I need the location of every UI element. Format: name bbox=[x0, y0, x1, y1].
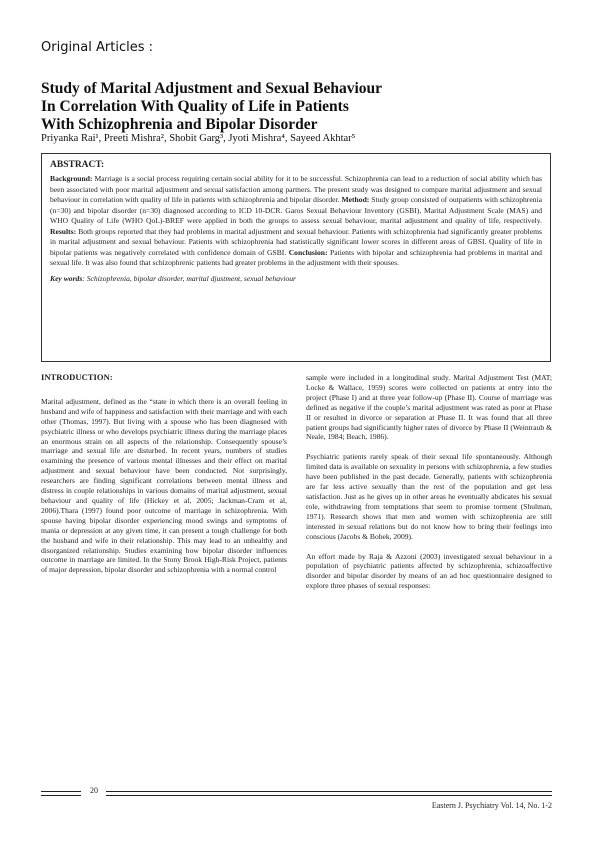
author-list: Priyanka Rai¹, Preeti Mishra², Shobit Garg³, Jyoti Mishra⁴, Sayeed Akhtar⁵ bbox=[41, 133, 356, 144]
abstract-heading: ABSTRACT: bbox=[50, 160, 105, 170]
keywords bbox=[50, 274, 542, 284]
keywords-label: Key words bbox=[50, 273, 83, 283]
right-column bbox=[306, 373, 552, 601]
body-paragraph: Marital adjustment, defined as the “state in which there is an overall feeling in husband and wife of happiness and satisfaction with their marriage and with each other (Thomas, 1997). But living with a spouse who has been diagnosed with psychiatric illness or who develops psychiatric illness during the marriage places an enormous strain on all aspects of the relationship. Consequently spouse’s marriage and sexual life are disturbed. In recent years, numbers of studies examining the presence of various mental illnesses and their effect on marital adjustment and sexual behaviour have been conducted. Not surprisingly, researchers are finding significant correlations between mental illness and distress in couple relationships in various domains of marital adjustment, sexual behaviour and quality of life (Hickey et al, 2005; Jackman-Cram et al, 2006).Thara (1997) found poor outcome of marriage in schizophrenia. With spouse having bipolar disorder experiencing mood swings and symptoms of mania or depression at any given time, it can present a tough challenge for both the husband and wife in their relationship. This may lead to an unhealthy and disorganized relationship. Studies examining how bipolar disorder influences outcome in marriage are limited. In the Stony Brook High-Risk Project, patients of major depression, bipolar disorder and schizophrenia with a normal control bbox=[41, 396, 287, 575]
abstract-text bbox=[50, 174, 542, 269]
abstract-box bbox=[41, 153, 551, 362]
body-paragraph: Psychiatric patients rarely speak of their sexual life spontaneously. Although limited data is available on sexuality in persons with schizophrenia, a few studies have been published in the past decade. Generally, patients with schizophrenia are far less active sexually than the rest of the population and get less satisfaction. Just as he gives up in other areas he eventually abdicates his sexual role, withdrawing from temptations that seem to promise torment (Shulman, 1971). Research shows that men and women with schizophrenia are still interested in sexual relations but do not know how to bring their feelings into conscious (Jacobs & Bobek, 2009). bbox=[306, 452, 552, 541]
background-label: Background: bbox=[50, 174, 93, 183]
body-paragraph: An effort made by Raja & Azzoni (2003) investigated sexual behaviour in a population of psychiatric patients affected by schizophrenia, schizoaffective disorder and bipolar disorder by means of an ad hoc questionnaire designed to explore three phases of sexual responses: bbox=[306, 551, 552, 591]
background-text: Marriage is a social process requiring certain social ability for it to be successful. Schizophrenia can lead to a reduction of social ability which has been associated with poor marital adjustment and sexual satisfaction among partners. The present study was designed to compare marital adjustment and sexual behaviour in correlation with quality of life in patients with schizophrenia and bipolar disorder. bbox=[50, 174, 543, 204]
page-number: 20 bbox=[90, 786, 98, 795]
footer-rule bbox=[106, 791, 552, 792]
body-paragraph: sample were included in a longitudinal study. Marital Adjustment Test (MAT; Locke & Wallace, 1959) scores were collected on patients at entry into the project (Phase I) and at three year follow-up (Phase II). Course of marriage was defined as negative if the couple’s marital adjustment was rated as poor at Phase II or resulted in divorce or separation at Phase II. It was found that all three patient groups had significantly higher rates of divorce by Phase II (Weintraub & Neale, 1984; Beach, 1986). bbox=[306, 373, 552, 442]
footer-rule bbox=[106, 795, 552, 796]
title-line-1: Study of Marital Adjustment and Sexual Behaviour bbox=[41, 80, 383, 97]
title-line-2: In Correlation With Quality of Life in Patients bbox=[41, 98, 349, 115]
title-line-3: With Schizophrenia and Bipolar Disorder bbox=[41, 116, 318, 133]
method-label: Method: bbox=[341, 195, 370, 204]
method-text: Study group consisted of outpatients with schizophrenia (n=30) and bipolar disorder (n=30) diagnosed according to ICD 10-DCR. Garos Sexual Behaviour Inventory (GSBI), Marital Adjustment Scale (MAS) and WHO Quality of Life (WHO QoL)-BREF were applied in both the groups to assess sexual behaviour, marital adjustment and quality of life, respectively. bbox=[50, 195, 542, 225]
introduction-heading: INTRODUCTION: bbox=[41, 372, 113, 382]
footer-rule bbox=[41, 791, 81, 792]
conclusion-label: Conclusion: bbox=[288, 247, 328, 257]
section-label: Original Articles : bbox=[41, 40, 153, 55]
results-label: Results: bbox=[50, 226, 77, 236]
article-title bbox=[41, 80, 561, 134]
footer-rule bbox=[41, 795, 81, 796]
results-text: Both groups reported that they had problems in marital adjustment and sexual behaviour. Patients with schizophrenia had significantly greater problems in marital adjustment and sexual behaviour. Patients with schizophrenia had statistically significant lower scores in different areas of GBSI. Quality of life in bipolar patients was negatively correlated with confidence domain of GSBI. bbox=[50, 226, 542, 257]
left-column bbox=[41, 373, 287, 585]
keywords-text: : Schizophrenia, bipolar disorder, marital djustment, sexual behaviour bbox=[82, 273, 297, 283]
journal-citation: Eastern J. Psychiatry Vol. 14, No. 1-2 bbox=[431, 801, 552, 810]
conclusion-text: Patients with bipolar and schizophrenia had problems in marital and sexual life. It was also found that schizophrenic patients had greater problems in the adjustment with their spouses. bbox=[50, 247, 542, 267]
